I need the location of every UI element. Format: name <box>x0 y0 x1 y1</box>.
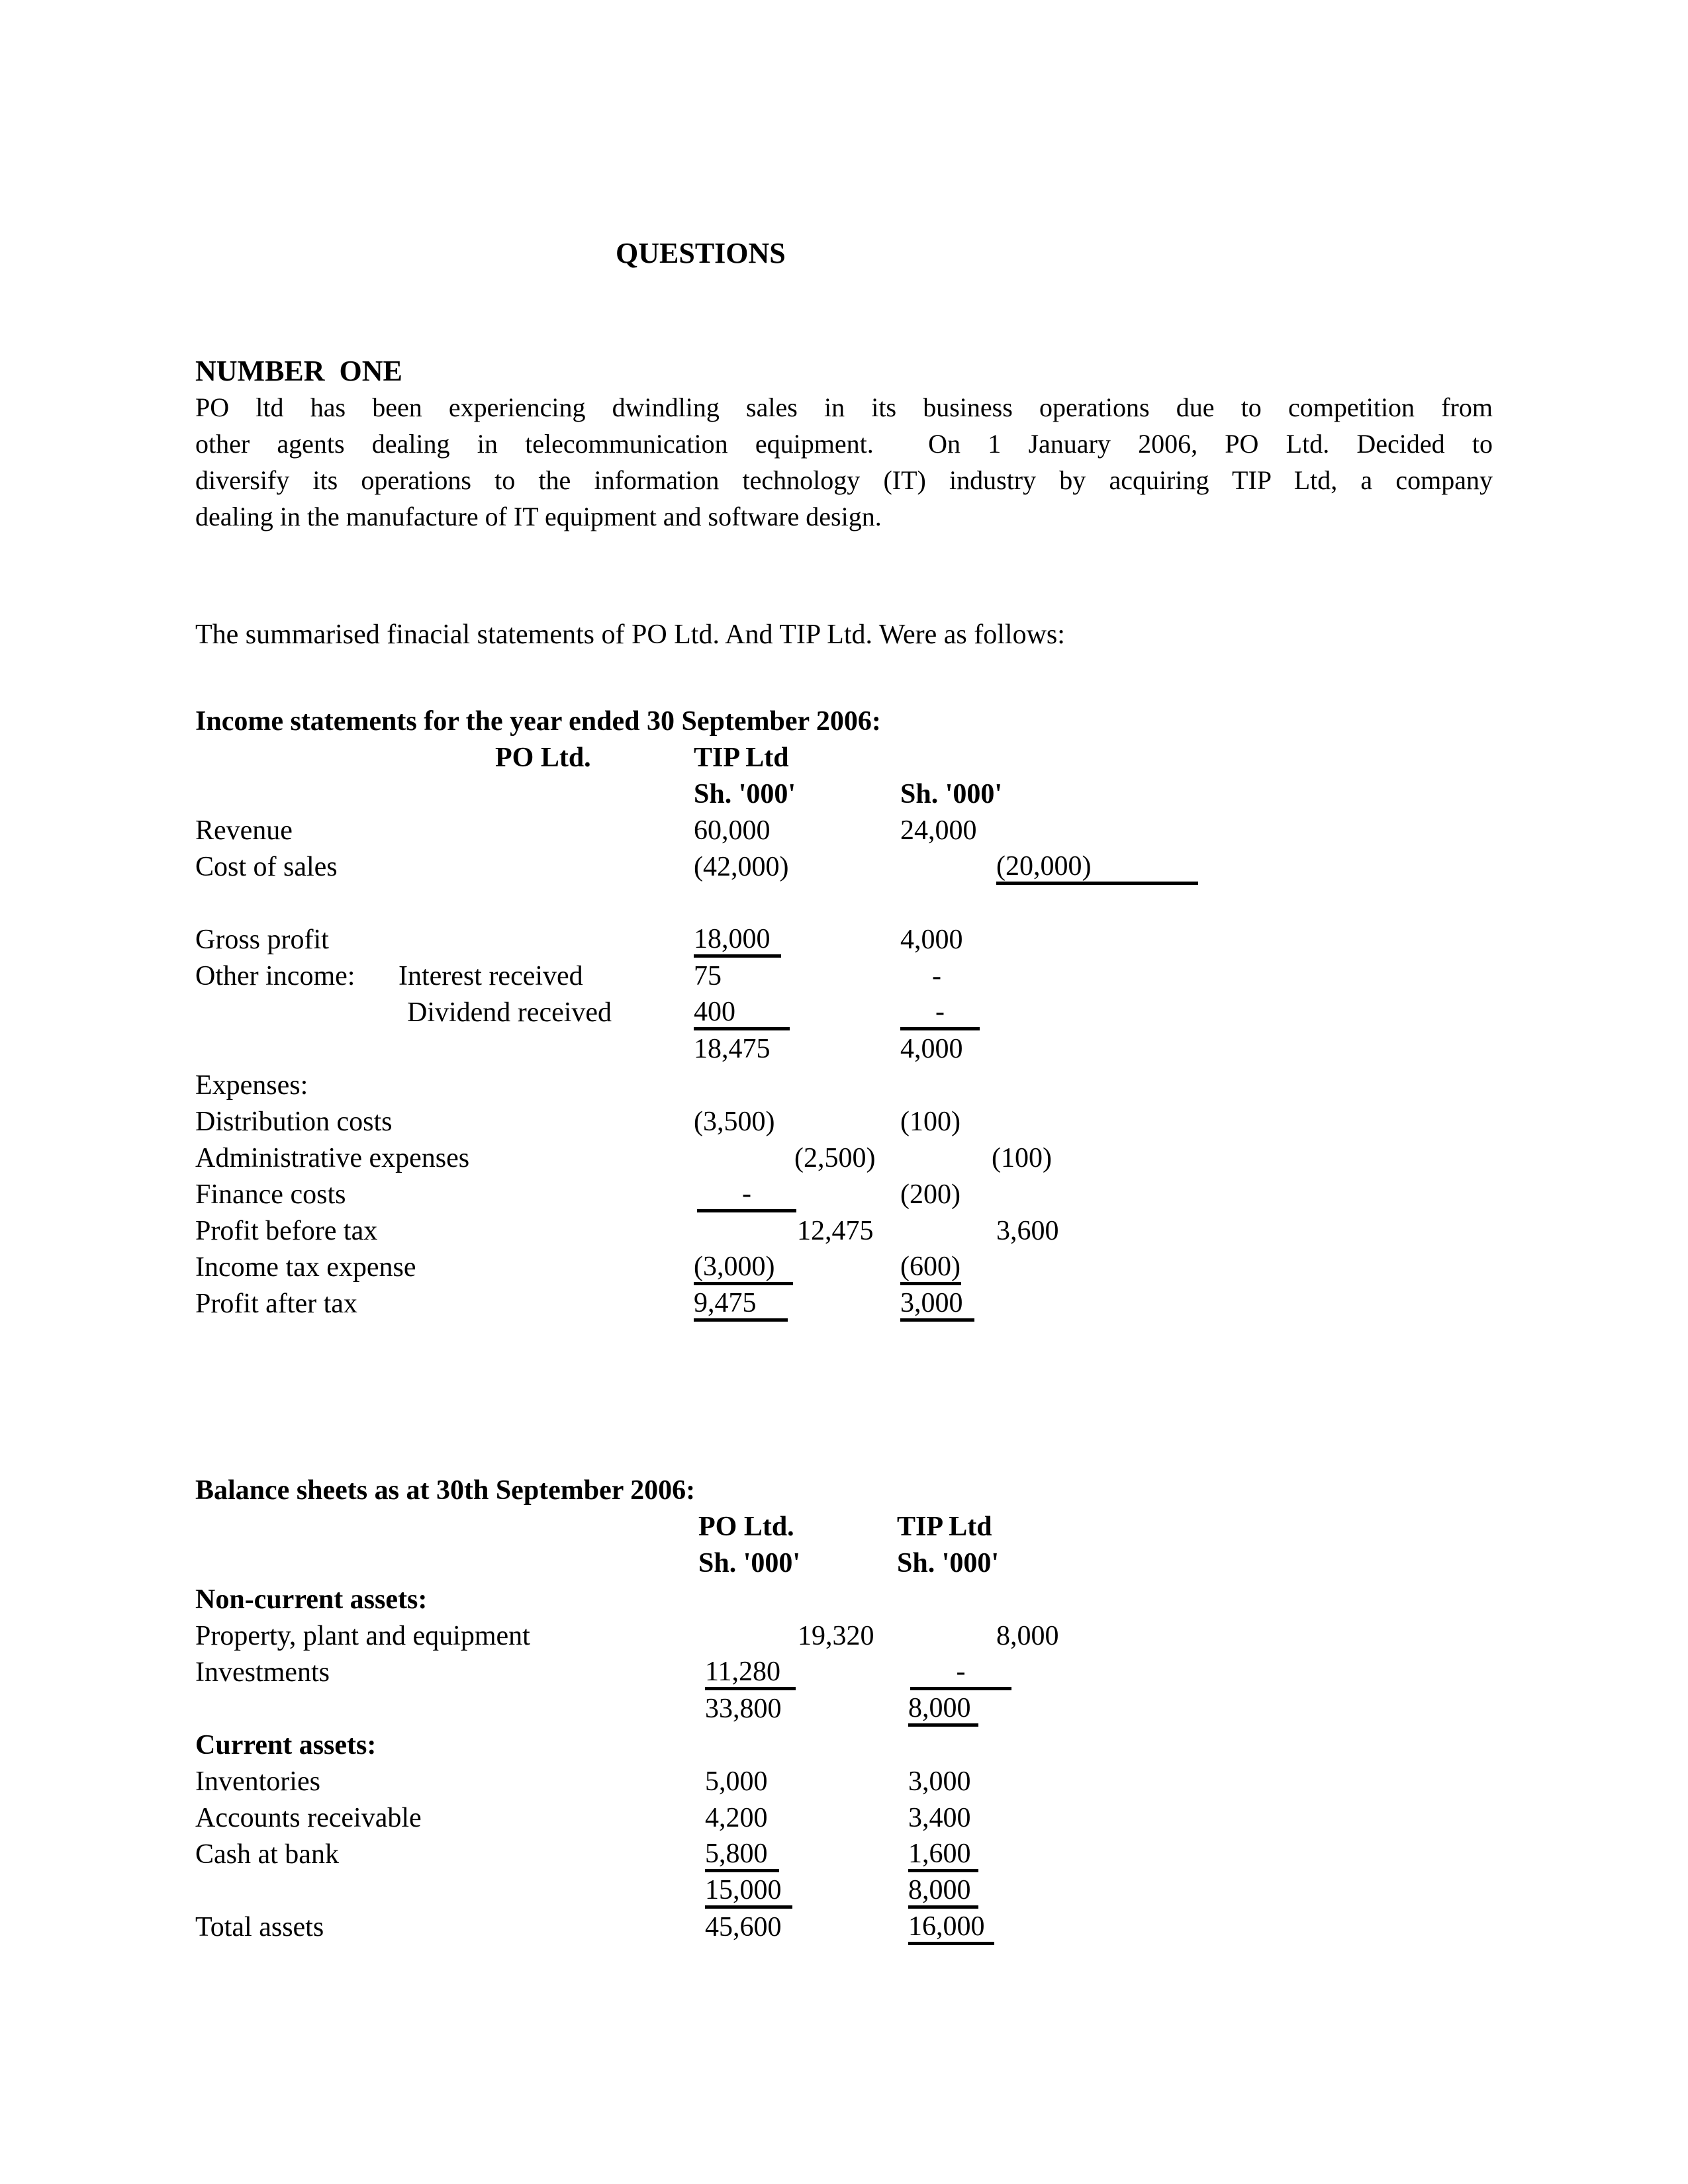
po-value: 11,280 <box>705 1655 796 1690</box>
paragraph-line-3: diversify its operations to the information technology (IT) industry by acquiring TIP Ltd, a company <box>195 465 1493 495</box>
balance-row-accounts-receivable <box>195 1800 1493 1837</box>
tip-value: 3,400 <box>908 1803 971 1833</box>
balance-company-header-row <box>195 1509 1493 1545</box>
income-row-cost-of-sales <box>195 849 1493 886</box>
row-label: Cash at bank <box>195 1839 339 1870</box>
balance-row-ppe <box>195 1618 1493 1655</box>
po-value: 19,320 <box>798 1621 874 1651</box>
income-row-gross-profit <box>195 922 1493 958</box>
income-company2-header: TIP Ltd <box>694 743 789 773</box>
balance-sheet-heading: Balance sheets as at 30th September 2006: <box>195 1475 696 1506</box>
row-label: Expenses: <box>195 1070 308 1101</box>
po-value: 12,475 <box>797 1216 874 1246</box>
balance-row-non-current-total <box>195 1691 1493 1727</box>
tip-value: 24,000 <box>900 815 977 846</box>
row-label: Inventories <box>195 1766 320 1797</box>
row-label: Cost of sales <box>195 852 338 882</box>
income-row-other-income-interest <box>195 958 1493 995</box>
tip-value: (600) <box>900 1250 961 1285</box>
tip-value: (200) <box>900 1179 961 1210</box>
balance-row-current-total <box>195 1873 1493 1909</box>
tip-value: 4,000 <box>900 1034 963 1064</box>
tip-value: 1,600 <box>908 1837 978 1872</box>
po-value: 45,600 <box>705 1912 782 1942</box>
income-row-total-income <box>195 1031 1493 1068</box>
balance-row-current-heading <box>195 1727 1493 1764</box>
paragraph-line-4: dealing in the manufacture of IT equipment and software design. <box>195 502 882 531</box>
tip-value: (100) <box>992 1143 1052 1173</box>
row-sublabel: Interest received <box>399 961 583 991</box>
income-company1-header: PO Ltd. <box>495 743 591 773</box>
income-row-administrative-expenses <box>195 1140 1493 1177</box>
po-value: (2,500) <box>794 1143 876 1173</box>
title-line <box>195 235 1493 271</box>
po-value: 18,475 <box>694 1034 771 1064</box>
po-value: 5,000 <box>705 1766 768 1797</box>
question-heading: NUMBER ONE <box>195 355 402 387</box>
po-value: 9,475 <box>694 1286 788 1322</box>
po-value: 75 <box>694 961 722 991</box>
income-row-finance-costs <box>195 1177 1493 1213</box>
tip-value: 3,000 <box>900 1286 974 1322</box>
po-value: 60,000 <box>694 815 771 846</box>
row-label: Dividend received <box>407 997 612 1028</box>
tip-value: 8,000 <box>908 1691 978 1727</box>
tip-value: 8,000 <box>908 1873 978 1909</box>
balance-sheet-heading-line <box>195 1473 1493 1509</box>
row-label: Investments <box>195 1657 330 1688</box>
balance-row-non-current-heading <box>195 1582 1493 1618</box>
po-value: 15,000 <box>705 1873 792 1909</box>
row-label: Current assets: <box>195 1730 377 1760</box>
row-label: Finance costs <box>195 1179 346 1210</box>
income-statement-heading-line <box>195 704 1493 740</box>
tip-value: 4,000 <box>900 925 963 955</box>
paragraph-line-1: PO ltd has been experiencing dwindling sales in its business operations due to competition from <box>195 392 1493 422</box>
row-label: Income tax expense <box>195 1252 416 1283</box>
po-value: 18,000 <box>694 922 781 958</box>
po-value: (42,000) <box>694 852 789 882</box>
row-label: Non-current assets: <box>195 1584 428 1615</box>
intro-line: The summarised finacial statements of PO Ltd. And TIP Ltd. Were as follows: <box>195 619 1065 650</box>
tip-value: 16,000 <box>908 1909 994 1945</box>
balance-company2-header: TIP Ltd <box>897 1512 992 1542</box>
row-label: Property, plant and equipment <box>195 1621 530 1651</box>
income-row-dividend-received <box>195 995 1493 1031</box>
income-row-profit-before-tax <box>195 1213 1493 1250</box>
income-row-revenue <box>195 813 1493 849</box>
balance-row-cash-at-bank <box>195 1837 1493 1873</box>
income-row-expenses-heading <box>195 1068 1493 1104</box>
income-unit2: Sh. '000' <box>900 779 1003 809</box>
tip-value: 3,600 <box>996 1216 1059 1246</box>
income-row-profit-after-tax <box>195 1286 1493 1322</box>
income-row-distribution-costs <box>195 1104 1493 1140</box>
balance-row-total-assets <box>195 1909 1493 1946</box>
paragraph-line-2: other agents dealing in telecommunication equipment. On 1 January 2006, PO Ltd. Decided to <box>195 429 1493 459</box>
tip-value: - <box>932 961 941 991</box>
tip-value: (20,000) <box>996 849 1198 885</box>
income-row-income-tax-expense <box>195 1250 1493 1286</box>
balance-units-row <box>195 1545 1493 1582</box>
row-label: Profit after tax <box>195 1289 357 1319</box>
po-value: 5,800 <box>705 1837 779 1872</box>
income-company-header-row <box>195 740 1493 776</box>
row-label: Revenue <box>195 815 293 846</box>
tip-value: 3,000 <box>908 1766 971 1797</box>
question-heading-line <box>195 353 1493 389</box>
tip-value: (100) <box>900 1107 961 1137</box>
po-value: (3,500) <box>694 1107 775 1137</box>
row-label: Distribution costs <box>195 1107 393 1137</box>
income-unit1: Sh. '000' <box>694 779 796 809</box>
po-value: (3,000) <box>694 1250 793 1285</box>
balance-company1-header: PO Ltd. <box>698 1512 794 1542</box>
po-value: - <box>697 1177 796 1212</box>
balance-row-inventories <box>195 1764 1493 1800</box>
income-statement-heading: Income statements for the year ended 30 September 2006: <box>195 706 881 737</box>
row-label: Total assets <box>195 1912 324 1942</box>
tip-value: - <box>910 1655 1011 1690</box>
po-value: 400 <box>694 995 790 1030</box>
page-title: QUESTIONS <box>616 237 786 269</box>
balance-row-investments <box>195 1655 1493 1691</box>
row-label: Administrative expenses <box>195 1143 470 1173</box>
income-units-row <box>195 776 1493 813</box>
po-value: 4,200 <box>705 1803 768 1833</box>
tip-value: - <box>900 995 980 1030</box>
row-label: Accounts receivable <box>195 1803 422 1833</box>
tip-value: 8,000 <box>996 1621 1059 1651</box>
po-value: 33,800 <box>705 1694 782 1724</box>
balance-unit1: Sh. '000' <box>698 1548 801 1578</box>
row-label: Other income: <box>195 961 355 991</box>
row-label: Gross profit <box>195 925 329 955</box>
balance-unit2: Sh. '000' <box>897 1548 1000 1578</box>
row-label: Profit before tax <box>195 1216 378 1246</box>
